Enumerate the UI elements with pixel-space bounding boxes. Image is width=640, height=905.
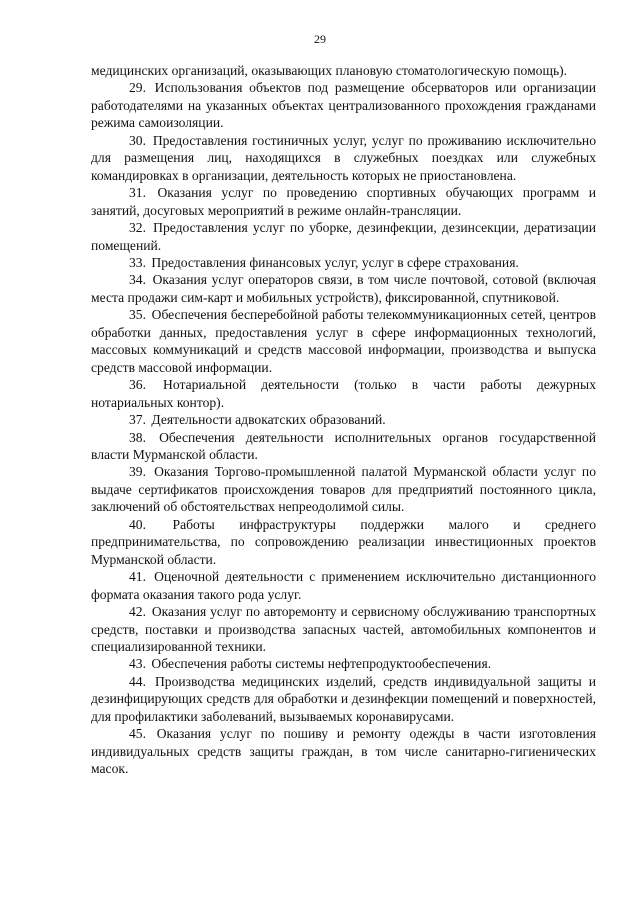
item-text: Оценочной деятельности с применением исключительно дистанционного формата оказания такого рода услуг. [91, 569, 596, 602]
list-item-33 [91, 254, 596, 271]
page-number: 29 [314, 32, 326, 46]
item-number: 31. [129, 185, 146, 201]
item-number: 30. [129, 132, 146, 148]
list-item-42 [91, 603, 596, 655]
list-item-31 [91, 184, 596, 219]
item-text: Использования объектов под размещение обсерваторов или организации работодателями на указанных объектах централизованного прохождения гражданами режима самоизоляции. [91, 80, 596, 131]
item-text: Предоставления услуг по уборке, дезинфекции, дезинсекции, дератизации помещений. [91, 220, 597, 253]
item-text: Нотариальной деятельности (только в части работы дежурных нотариальных контор). [91, 377, 596, 410]
item-number: 41. [129, 569, 146, 585]
item-number: 32. [129, 220, 146, 236]
item-text: Оказания услуг по проведению спортивных обучающих программ и занятий, досуговых мероприятий в режиме онлайн-трансляции. [91, 185, 596, 218]
list-item-32 [91, 219, 596, 254]
item-text: Обеспечения работы системы нефтепродуктообеспечения. [151, 656, 492, 672]
list-item-41 [91, 568, 596, 603]
item-text: Оказания услуг по авторемонту и сервисному обслуживанию транспортных средств, поставки и производства запасных частей, автомобильных компонентов и специализированной техники. [91, 604, 596, 654]
item-text: Оказания услуг операторов связи, в том числе почтовой, сотовой (включая места продажи сим-карт и мобильных устройств), фиксированной, спутниковой. [91, 272, 596, 305]
list-item-45 [91, 725, 596, 777]
list-item-44 [91, 673, 596, 725]
list-item-40 [91, 516, 596, 568]
item-text: Работы инфраструктуры поддержки малого и среднего предпринимательства, по сопровождению реализации инвестиционных проектов Мурманской области. [91, 516, 596, 567]
paragraph-continuation [91, 62, 596, 79]
list-item-37 [91, 411, 596, 428]
item-text: Оказания услуг по пошиву и ремонту одежды в части изготовления индивидуальных средств защиты граждан, в том числе санитарно-гигиенических масок. [91, 726, 596, 777]
item-number: 43. [129, 656, 146, 672]
item-text: Производства медицинских изделий, средств индивидуальной защиты и дезинфицирующих средств для обработки и дезинфекции помещений и поверхностей, для профилактики заболеваний, вызываемых коронавирусами. [91, 673, 596, 724]
item-number: 42. [129, 604, 146, 620]
list-item-39 [91, 463, 596, 515]
item-number: 35. [129, 307, 146, 323]
item-number: 39. [129, 464, 146, 480]
item-text: Предоставления гостиничных услуг, услуг по проживанию исключительно для размещения лиц, находящихся в служебных поездках или служебных командировках в организации, деятельность которых не приостановлена. [91, 132, 596, 183]
item-number: 34. [129, 272, 146, 288]
item-number: 29. [129, 80, 146, 96]
item-number: 45. [129, 726, 146, 742]
item-number: 38. [129, 429, 146, 445]
list-item-38 [91, 429, 596, 464]
item-text: Деятельности адвокатских образований. [151, 412, 386, 428]
list-item-43 [91, 655, 596, 672]
item-number: 36. [129, 377, 146, 393]
item-text: Обеспечения деятельности исполнительных органов государственной власти Мурманской области. [91, 429, 596, 462]
list-item-29 [91, 79, 596, 131]
list-item-36 [91, 376, 596, 411]
list-item-30 [91, 132, 596, 184]
item-number: 33. [129, 254, 146, 270]
list-item-35 [91, 306, 596, 376]
item-number: 37. [129, 412, 146, 428]
item-text: Оказания Торгово-промышленной палатой Мурманской области услуг по выдаче сертификатов происхождения товаров для предприятий постоянного цикла, заключений об обстоятельствах непреодолимой силы. [91, 464, 596, 515]
item-text: Предоставления финансовых услуг, услуг в сфере страхования. [151, 254, 519, 270]
list-item-34 [91, 271, 596, 306]
paragraph-text: медицинских организаций, оказывающих плановую стоматологическую помощь). [91, 63, 568, 78]
document-body [91, 62, 596, 778]
item-text: Обеспечения бесперебойной работы телекоммуникационных сетей, центров обработки данных, предоставления услуг в сфере информационных технологий, массовых коммуникаций и средств массовой информации, производства и выпуска средств массовой информации. [91, 307, 596, 375]
item-number: 40. [129, 516, 146, 532]
item-number: 44. [129, 673, 146, 689]
